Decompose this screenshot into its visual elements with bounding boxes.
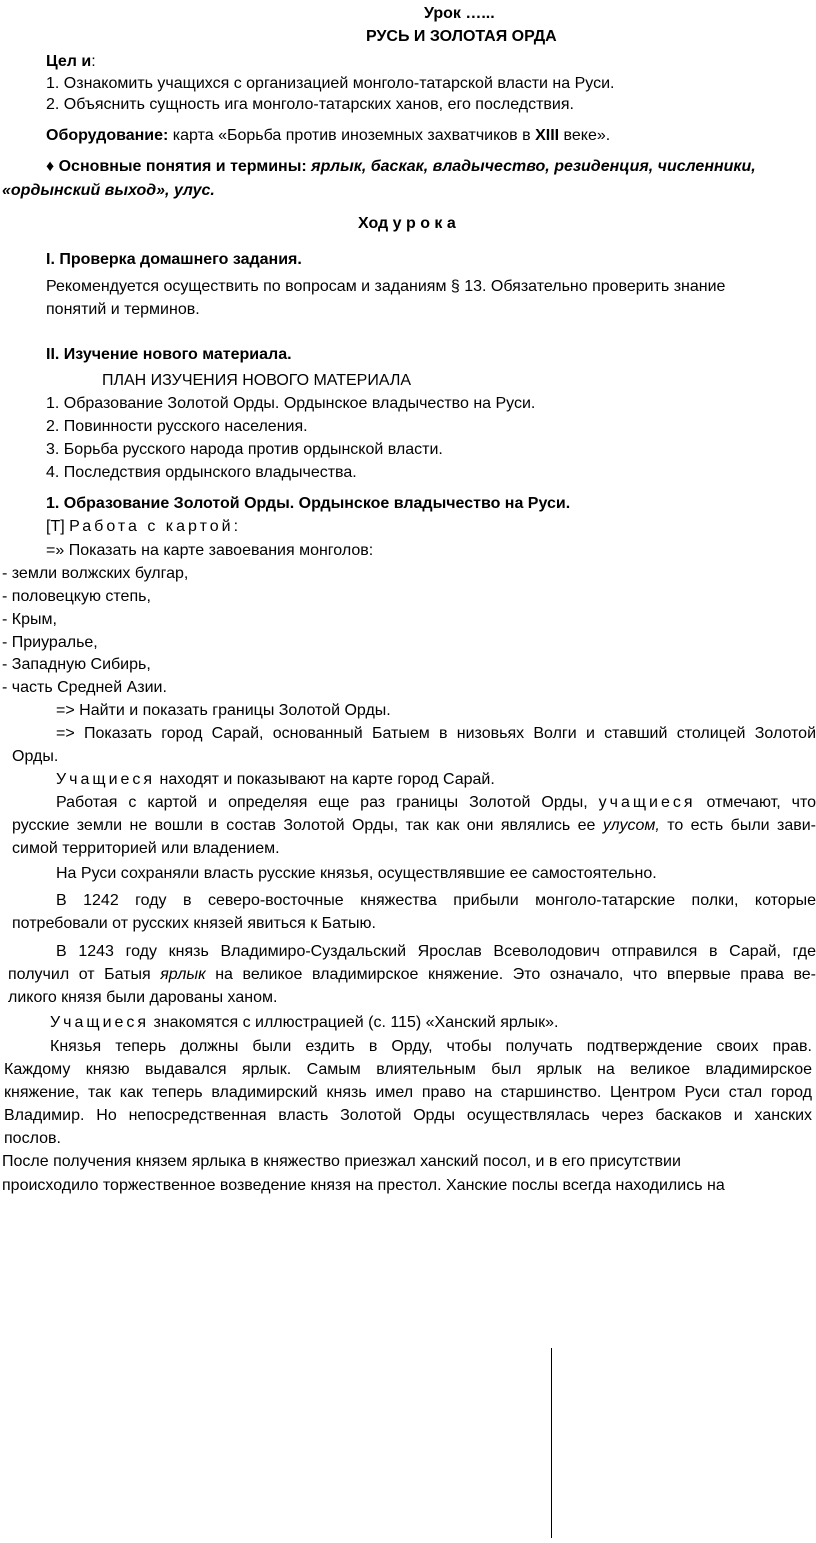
- show-sarai-1: => Показать город Сарай, основанный Батыем в низовьях Волги и ставший столицей Золотой: [56, 725, 816, 742]
- goal-item-1: 1. Ознакомить учащихся с организацией монголо-татарской власти на Руси.: [46, 75, 615, 92]
- section-1-text-2: понятий и терминов.: [46, 301, 200, 318]
- students-label: Учащиеся: [56, 771, 156, 788]
- work-map-line: [46, 517, 241, 537]
- conquest-item: - половецкую степь,: [2, 588, 151, 605]
- para-5-line-3: княжение, так как теперь владимирский князь имел право на старшинство. Центром Руси стал город: [4, 1084, 812, 1101]
- para-1-line-2: [12, 816, 816, 836]
- students-text: находят и показывают на карте город Сарай.: [155, 771, 495, 788]
- terms-list-1: ярлык, баскак, владычество, резиденция, численники,: [311, 158, 756, 175]
- para-1-text-a2: русские земли не вошли в состав Золотой Орды, так как они являлись ее: [12, 817, 603, 834]
- para-1-text-c: отмечают, что: [695, 794, 816, 811]
- lesson-label: Урок …...: [424, 5, 495, 22]
- para-5-line-2: Каждому князю выдавался ярлык. Самым влиятельным был ярлык на великое владимирское: [4, 1061, 812, 1078]
- para-4-line-1: В 1243 году князь Владимиро-Суздальский Ярослав Всеволодович отправился в Сарай, где: [56, 943, 816, 960]
- plan-item-1: 1. Образование Золотой Орды. Ордынское владычество на Руси.: [46, 395, 536, 412]
- part-1-heading: 1. Образование Золотой Орды. Ордынское владычество на Руси.: [46, 495, 571, 512]
- para-1-text-c2: то есть были зави-: [659, 817, 816, 834]
- goals-heading: [46, 52, 96, 72]
- terms-line-1: [46, 157, 756, 177]
- show-sarai-2: Орды.: [12, 748, 59, 765]
- students-illustration: [50, 1013, 558, 1033]
- conquest-item: - Крым,: [2, 611, 57, 628]
- conquest-item: - Западную Сибирь,: [2, 656, 151, 673]
- equipment-line: [46, 126, 610, 146]
- para-4-line-3: ликого князя были дарованы ханом.: [8, 989, 278, 1006]
- plan-item-2: 2. Повинности русского населения.: [46, 418, 308, 435]
- students-label-2: Учащиеся: [50, 1014, 150, 1031]
- goals-colon: :: [91, 53, 96, 70]
- para-4-text-c: на великое владимирское княжение. Это означало, что впервые права ве-: [205, 966, 816, 983]
- para-1-ulus: улусом,: [602, 817, 660, 834]
- work-map-prefix: [Т]: [46, 518, 70, 535]
- para-1-line-3: симой территорией или владением.: [12, 840, 280, 857]
- para-6-line-2: происходило торжественное возведение князя на престол. Ханские послы всегда находились на: [2, 1177, 725, 1194]
- para-2: На Руси сохраняли власть русские князья, осуществлявшие ее самостоятельно.: [56, 865, 657, 882]
- para-1-text-a: Работая с картой и определяя еще раз границы Золотой Орды,: [56, 794, 599, 811]
- students-find-sarai: [56, 770, 495, 790]
- conquest-item: - Приуралье,: [2, 634, 98, 651]
- equipment-label: Оборудование:: [46, 127, 169, 144]
- course-title: Ход у р о к а: [358, 215, 456, 232]
- equipment-text-before: карта «Борьба против иноземных захватчиков в: [168, 127, 536, 144]
- plan-item-3: 3. Борьба русского народа против ордынской власти.: [46, 441, 443, 458]
- students-text-2: знакомятся с иллюстрацией (с. 115) «Ханский ярлык».: [149, 1014, 559, 1031]
- para-4-text-a: получил от Батыя: [8, 966, 161, 983]
- para-1-line-1: [56, 793, 816, 813]
- equipment-century: XIII: [535, 127, 560, 144]
- goal-item-2: 2. Объяснить сущность ига монголо-татарских ханов, его последствия.: [46, 96, 574, 113]
- vertical-divider-line: [551, 1348, 552, 1538]
- terms-list-2: «ордынский выход», улус.: [2, 182, 215, 199]
- para-5-line-4: Владимир. Но непосредственная власть Золотой Орды осуществлялась через баскаков и ханских: [4, 1107, 812, 1124]
- equipment-text-after: веке».: [559, 127, 611, 144]
- para-5-line-5: послов.: [4, 1130, 61, 1147]
- section-1-heading: I. Проверка домашнего задания.: [46, 251, 302, 268]
- section-2-heading: II. Изучение нового материала.: [46, 346, 292, 363]
- terms-label: ♦ Основные понятия и термины:: [46, 158, 312, 175]
- conquest-item: - земли волжских булгар,: [2, 565, 189, 582]
- show-conquests: =» Показать на карте завоевания монголов:: [46, 542, 374, 559]
- para-4-line-2: [8, 965, 816, 985]
- find-borders: => Найти и показать границы Золотой Орды.: [56, 702, 391, 719]
- conquest-item: - часть Средней Азии.: [2, 679, 167, 696]
- section-1-text-1: Рекомендуется осуществить по вопросам и заданиям § 13. Обязательно проверить знание: [46, 278, 726, 295]
- plan-title: ПЛАН ИЗУЧЕНИЯ НОВОГО МАТЕРИАЛА: [102, 372, 412, 389]
- para-5-line-1: Князья теперь должны были ездить в Орду, чтобы получать подтверждение своих прав.: [50, 1038, 812, 1055]
- goals-label: Цел и: [46, 53, 92, 70]
- para-1-students: учащиеся: [598, 794, 696, 811]
- work-map-label: Работа с картой:: [69, 518, 242, 535]
- para-3-line-2: потребовали от русских князей явиться к Батыю.: [12, 915, 376, 932]
- plan-item-4: 4. Последствия ордынского владычества.: [46, 464, 357, 481]
- para-4-yarlyk: ярлык: [160, 966, 206, 983]
- page-title: РУСЬ И ЗОЛОТАЯ ОРДА: [366, 28, 557, 45]
- para-6-line-1: После получения князем ярлыка в княжество приезжал ханский посол, и в его присутствии: [2, 1153, 681, 1170]
- para-3-line-1: В 1242 году в северо-восточные княжества прибыли монголо-татарские полки, которые: [56, 892, 816, 909]
